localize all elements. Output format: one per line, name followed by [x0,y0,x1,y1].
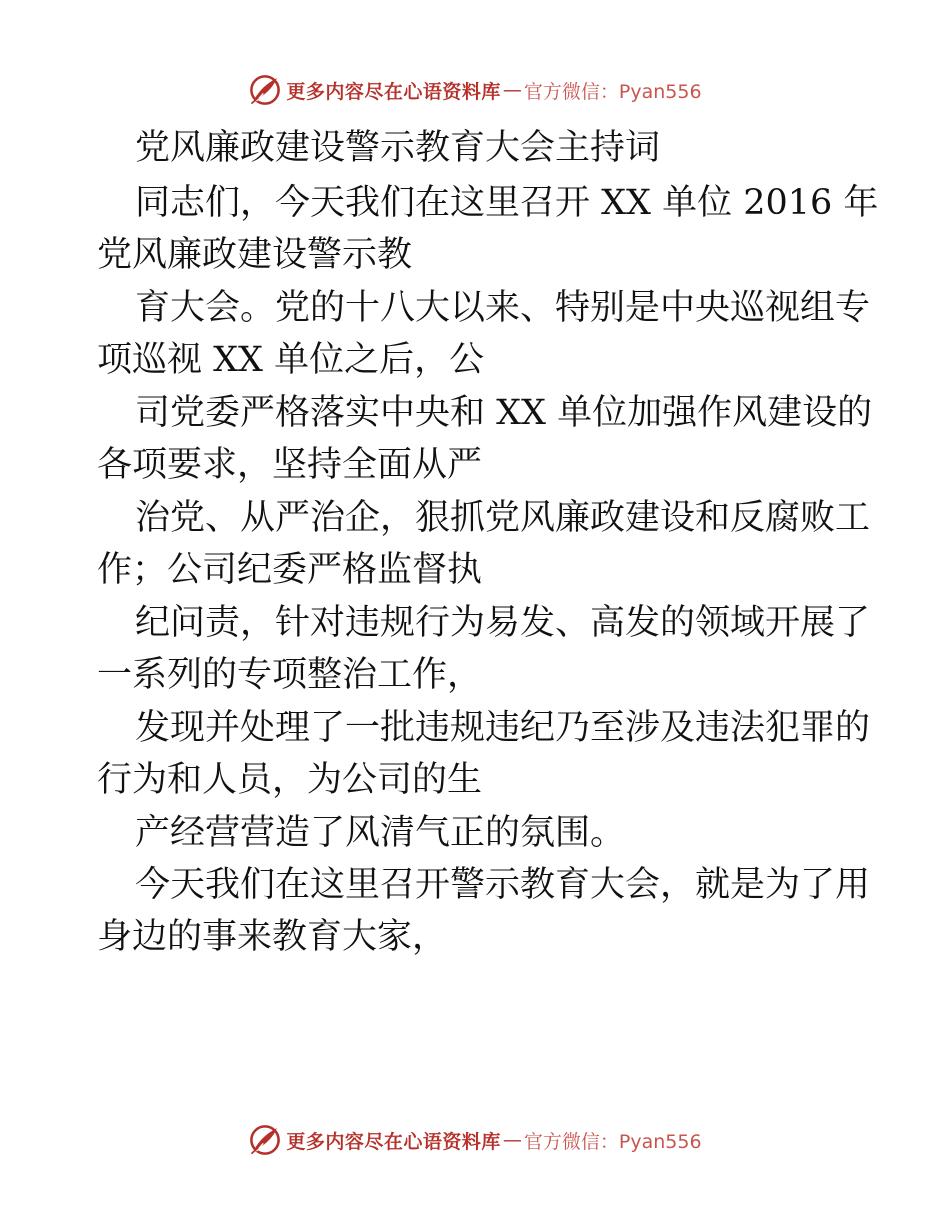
header-banner [0,70,950,110]
document-body [97,122,879,964]
banner-site-text: 更多内容尽在心语资料库 [286,80,501,103]
paragraph-line: 产经营营造了风清气正的氛围。 [135,813,626,853]
paragraph [97,807,853,859]
paragraph [97,702,871,806]
banner-dash: — [502,79,522,101]
paragraph [97,177,879,281]
paragraph-line: 治党、从严治企，狠抓党风廉政建设和反腐败工 [135,498,871,538]
paragraph [97,492,871,596]
paragraph-line: 育大会。党的十八大以来、特别是中央巡视组专 [135,288,871,328]
paragraph-line: 党风廉政建设警示教 [97,235,413,275]
quill-logo-icon [248,1123,282,1157]
banner-site-text: 更多内容尽在心语资料库 [286,1130,501,1153]
paragraph [97,282,871,386]
paragraph-line: 一系列的专项整治工作， [97,655,483,695]
paragraph-line: 项巡视 XX 单位之后，公 [97,340,485,380]
paragraph-line: 发现并处理了一批违规违纪乃至涉及违法犯罪的 [135,708,871,748]
paragraph-line: 同志们，今天我们在这里召开 XX 单位 2016 年 [135,183,879,223]
paragraph-line: 纪问责，针对违规行为易发、高发的领域开展了 [135,603,871,643]
paragraph [97,387,873,491]
banner-wechat-text: 官方微信：Pyan556 [523,1130,702,1153]
document-title: 党风廉政建设警示教育大会主持词 [135,128,661,168]
paragraph-line: 今天我们在这里召开警示教育大会，就是为了用 [135,865,871,905]
paragraph-line: 司党委严格落实中央和 XX 单位加强作风建设的 [135,393,873,433]
paragraph [97,859,871,963]
paragraph-line: 各项要求，坚持全面从严 [97,445,483,485]
paragraph [97,597,871,701]
paragraph-line: 身边的事来教育大家， [97,917,448,957]
quill-logo-icon [248,73,282,107]
footer-banner [0,1120,950,1160]
banner-dash: — [502,1129,522,1151]
paragraph-line: 行为和人员，为公司的生 [97,760,483,800]
paragraph-line: 作；公司纪委严格监督执 [97,550,483,590]
banner-wechat-text: 官方微信：Pyan556 [523,80,702,103]
